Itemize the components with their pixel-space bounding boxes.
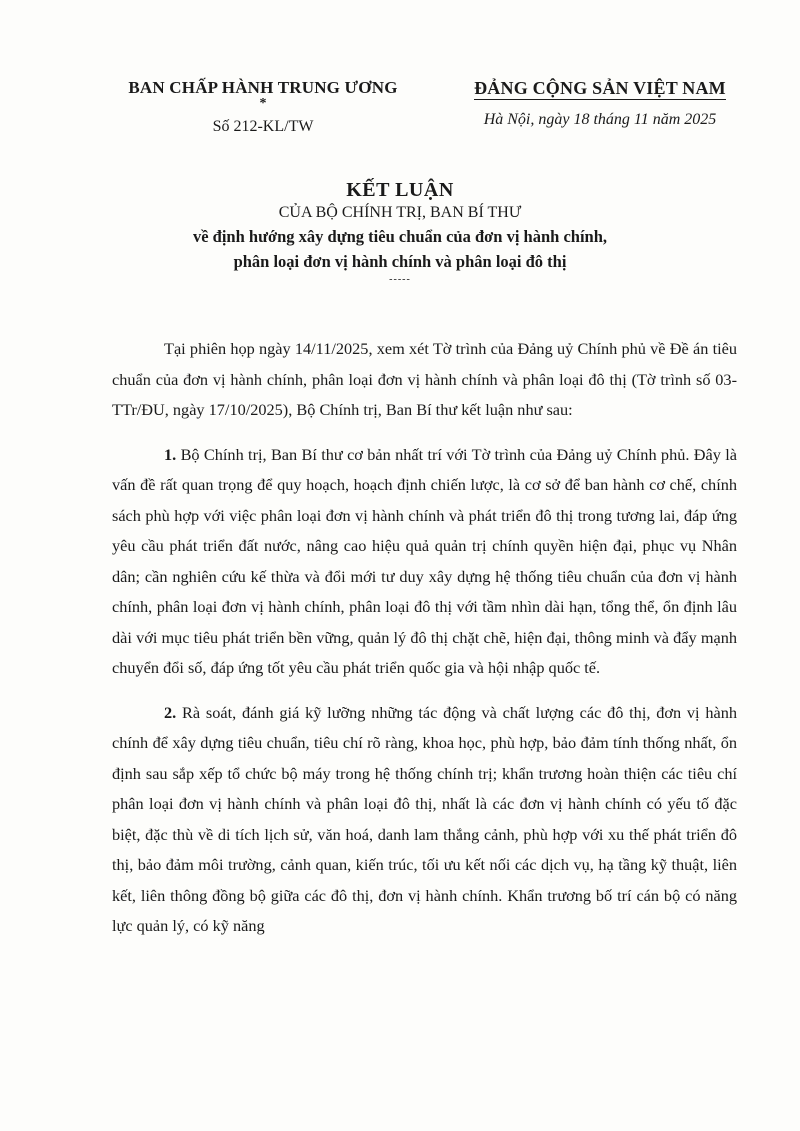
document-header [0, 78, 800, 148]
document-number: Số 212-KL/TW [212, 118, 314, 135]
party-block [455, 78, 745, 131]
document-subtitle-issuer: CỦA BỘ CHÍNH TRỊ, BAN BÍ THƯ [278, 204, 522, 221]
issuer-name: BAN CHẤP HÀNH TRUNG ƯƠNG [128, 78, 398, 97]
place-date: Hà Nội, ngày 18 tháng 11 năm 2025 [483, 111, 717, 128]
title-block [0, 178, 800, 286]
paragraph-2 [112, 698, 737, 942]
party-name: ĐẢNG CỘNG SẢN VIỆT NAM [474, 78, 726, 98]
title-divider: ----- [389, 274, 411, 285]
paragraph-2-text: Rà soát, đánh giá kỹ lưỡng những tác động và chất lượng các đô thị, đơn vị hành chính để xây dựng tiêu chuẩn, tiêu chí rõ ràng, khoa học, phù hợp, bảo đảm tính thống nhất, ổn định sau sắp xếp tổ chức bộ máy trong hệ thống chính trị; khẩn trương hoàn thiện các tiêu chí phân loại đơn vị hành chính và phân loại đô thị, nhất là các đơn vị hành chính có yếu tố đặc biệt, đặc thù về di tích lịch sử, văn hoá, danh lam thắng cảnh, phù hợp với xu thế phát triển đô thị, bảo đảm môi trường, cảnh quan, kiến trúc, tối ưu kết nối các dịch vụ, hạ tầng kỹ thuật, liên kết, liên thông đồng bộ giữa các đô thị, đơn vị hành chính. Khẩn trương bố trí cán bộ có năng lực quản lý, có kỹ năng [112, 702, 737, 935]
intro-text: Tại phiên họp ngày 14/11/2025, xem xét Tờ trình của Đảng uỷ Chính phủ về Đề án tiêu chuẩn của đơn vị hành chính, phân loại đơn vị hành chính và phân loại đô thị (Tờ trình số 03-TTr/ĐU, ngày 17/10/2025), Bộ Chính trị, Ban Bí thư kết luận như sau: [112, 339, 737, 419]
document-subtitle-topic-line-1: về định hướng xây dựng tiêu chuẩn của đơn vị hành chính, [192, 227, 608, 246]
document-body [112, 334, 737, 956]
document-title: KẾT LUẬN [346, 179, 454, 201]
intro-paragraph [112, 334, 737, 426]
paragraph-1-number: 1. [164, 444, 177, 464]
paragraph-1 [112, 440, 737, 684]
issuer-star: * [259, 96, 267, 111]
issuer-block [108, 78, 418, 138]
paragraph-2-number: 2. [164, 702, 177, 722]
document-subtitle-topic-line-2: phân loại đơn vị hành chính và phân loại đô thị [233, 252, 567, 271]
paragraph-1-text: Bộ Chính trị, Ban Bí thư cơ bản nhất trí với Tờ trình của Đảng uỷ Chính phủ. Đây là vấn đề rất quan trọng để quy hoạch, hoạch định chiến lược, là cơ sở để ban hành cơ chế, chính sách phù hợp với việc phân loại đơn vị hành chính và phát triển đô thị trong tương lai, đáp ứng yêu cầu phát triển đất nước, nâng cao hiệu quả quản trị chính quyền hiện đại, phục vụ Nhân dân; cần nghiên cứu kế thừa và đổi mới tư duy xây dựng hệ thống tiêu chuẩn của đơn vị hành chính, phân loại đơn vị hành chính, phân loại đô thị với tầm nhìn dài hạn, tổng thể, ổn định lâu dài với mục tiêu phát triển bền vững, quản lý đô thị chặt chẽ, hiện đại, thông minh và đẩy mạnh chuyển đổi số, đáp ứng tốt yêu cầu phát triển quốc gia và hội nhập quốc tế. [112, 444, 737, 677]
